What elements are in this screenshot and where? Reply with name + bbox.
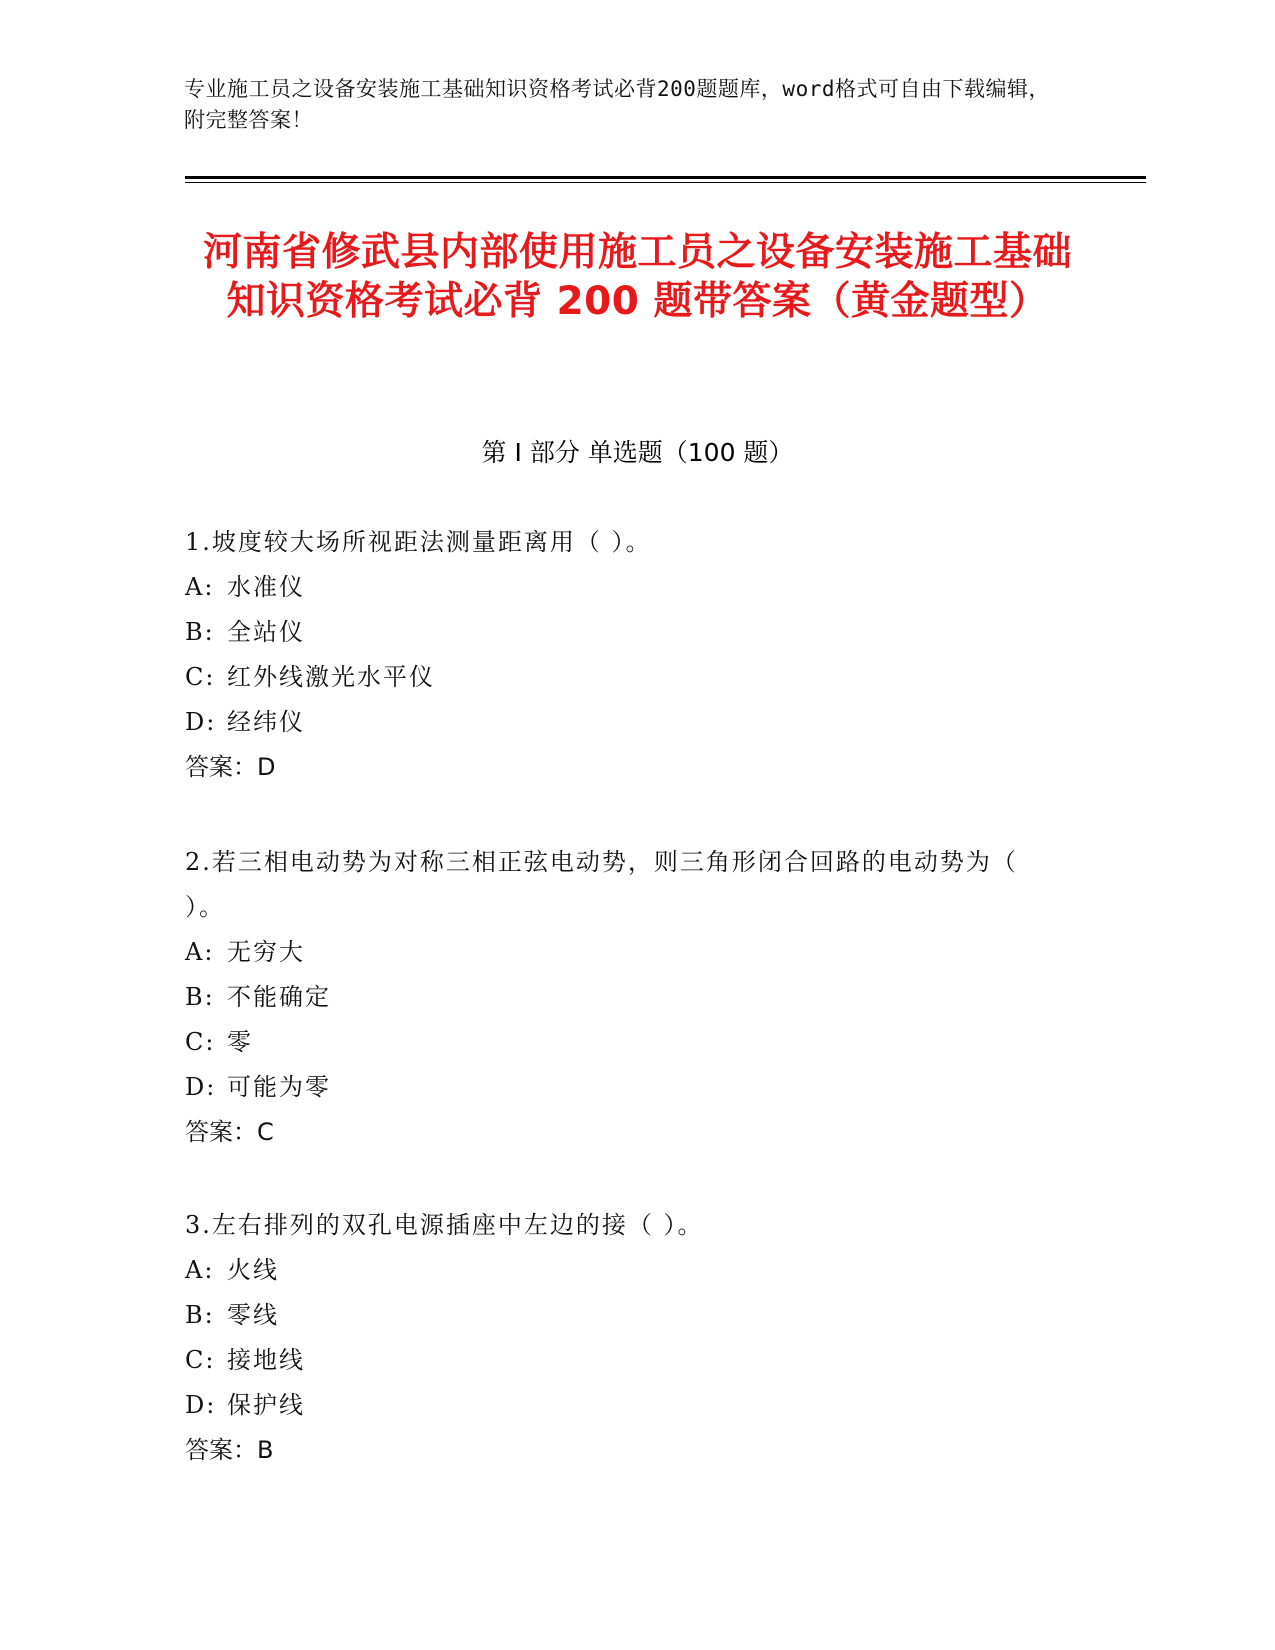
option-c xyxy=(185,655,1065,700)
answer-line: 答案：D xyxy=(185,753,276,781)
option-c xyxy=(185,1020,1065,1065)
option-text: 接地线 xyxy=(227,1346,305,1374)
question-stem: 1.坡度较大场所视距法测量距离用（ ）。 xyxy=(185,528,652,556)
option-text: 可能为零 xyxy=(227,1073,331,1101)
option-letter: A: xyxy=(185,573,215,601)
header-note: 专业施工员之设备安装施工基础知识资格考试必背200题题库，word格式可自由下载编辑，附完整答案！ xyxy=(184,77,1050,132)
option-d xyxy=(185,1065,1065,1110)
header-divider-thick xyxy=(185,176,1146,179)
section-title: 第 I 部分 单选题（100 题） xyxy=(481,438,794,467)
option-letter: A: xyxy=(185,938,215,966)
option-a xyxy=(185,1248,1065,1293)
question-block xyxy=(185,1203,1065,1473)
option-text: 零线 xyxy=(227,1301,279,1329)
option-letter: C: xyxy=(185,1346,216,1374)
question-block xyxy=(185,520,1065,790)
option-text: 水准仪 xyxy=(227,573,305,601)
option-a xyxy=(185,930,1065,975)
answer-line: 答案：B xyxy=(185,1436,274,1464)
option-letter: B: xyxy=(185,618,215,646)
question-block xyxy=(185,840,1065,1155)
option-c xyxy=(185,1338,1065,1383)
option-letter: A: xyxy=(185,1256,215,1284)
option-a xyxy=(185,565,1065,610)
option-text: 全站仪 xyxy=(227,618,305,646)
question-stem: 3.左右排列的双孔电源插座中左边的接（ ）。 xyxy=(185,1211,704,1239)
answer-line: 答案：C xyxy=(185,1118,274,1146)
option-text: 保护线 xyxy=(227,1391,305,1419)
option-b xyxy=(185,610,1065,655)
question-stem: 2.若三相电动势为对称三相正弦电动势，则三角形闭合回路的电动势为（ ）。 xyxy=(185,848,1018,921)
option-d xyxy=(185,1383,1065,1428)
option-d xyxy=(185,700,1065,745)
option-letter: D: xyxy=(185,708,217,736)
option-text: 火线 xyxy=(227,1256,279,1284)
document-title: 河南省修武县内部使用施工员之设备安装施工基础知识资格考试必背 200 题带答案（黄金题型） xyxy=(202,230,1072,324)
option-letter: D: xyxy=(185,1391,217,1419)
option-letter: C: xyxy=(185,663,216,691)
option-text: 无穷大 xyxy=(227,938,305,966)
option-text: 不能确定 xyxy=(227,983,331,1011)
option-text: 经纬仪 xyxy=(227,708,305,736)
option-b xyxy=(185,1293,1065,1338)
header-divider-thin xyxy=(185,182,1146,183)
option-b xyxy=(185,975,1065,1020)
option-letter: B: xyxy=(185,1301,215,1329)
option-text: 红外线激光水平仪 xyxy=(227,663,435,691)
option-letter: B: xyxy=(185,983,215,1011)
option-text: 零 xyxy=(227,1028,253,1056)
option-letter: C: xyxy=(185,1028,216,1056)
option-letter: D: xyxy=(185,1073,217,1101)
